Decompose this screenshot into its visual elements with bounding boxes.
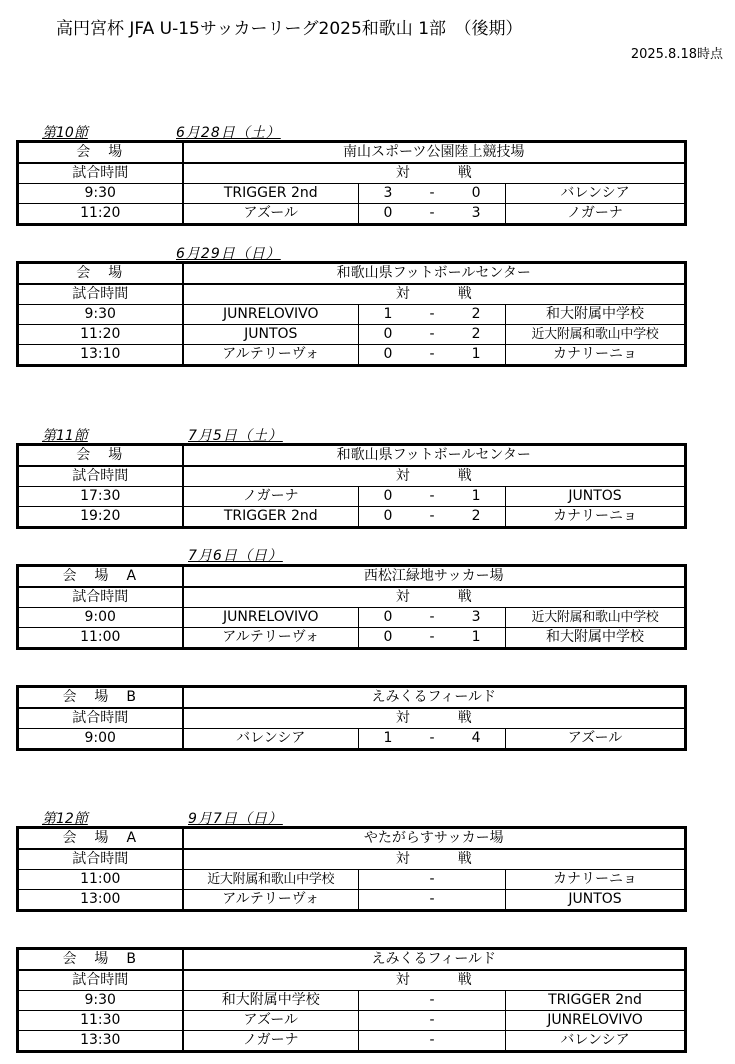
table-row: [18, 890, 686, 911]
match-time: 9:30: [18, 305, 183, 325]
taisen-header: 対 戦: [183, 849, 686, 870]
table-row: [18, 628, 686, 649]
table-row: [18, 507, 686, 528]
table-row: [18, 870, 686, 890]
score: -: [359, 890, 506, 911]
match-time: 9:30: [18, 991, 183, 1011]
score: 3 - 0: [359, 184, 506, 204]
home-team: TRIGGER 2nd: [183, 184, 359, 204]
away-team: 和大附属中学校: [506, 628, 686, 649]
section-label: 第10節: [42, 125, 88, 141]
schedule-table: [16, 261, 687, 367]
schedule-table: [16, 947, 687, 1053]
table-row: [18, 1011, 686, 1031]
away-team: カナリーニョ: [506, 507, 686, 528]
score: 0 - 2: [359, 325, 506, 345]
page-title: 高円宮杯 JFA U-15サッカーリーグ2025和歌山 1部 （後期）: [56, 19, 523, 39]
match-time: 9:30: [18, 184, 183, 204]
table-row: [18, 1031, 686, 1052]
away-team: JUNTOS: [506, 890, 686, 911]
match-time: 11:20: [18, 204, 183, 225]
home-team: アルテリーヴォ: [183, 345, 359, 366]
home-team: TRIGGER 2nd: [183, 507, 359, 528]
match-time: 13:30: [18, 1031, 183, 1052]
venue-name: えみくるフィールド: [183, 687, 686, 709]
home-team: JUNRELOVIVO: [183, 608, 359, 628]
away-team: アズール: [506, 729, 686, 750]
match-date: 7月6日（日）: [188, 548, 283, 564]
venue-label: 会 場 B: [18, 687, 183, 709]
time-label: 試合時間: [18, 587, 183, 608]
section-label: 第12節: [42, 811, 88, 827]
home-team: JUNRELOVIVO: [183, 305, 359, 325]
table-row: [18, 608, 686, 628]
match-date: 9月7日（日）: [188, 811, 283, 827]
match-time: 13:00: [18, 890, 183, 911]
score: 0 - 2: [359, 507, 506, 528]
home-team: 近大附属和歌山中学校: [183, 870, 359, 890]
home-team: ノガーナ: [183, 1031, 359, 1052]
away-team: JUNTOS: [506, 487, 686, 507]
score: 0 - 3: [359, 608, 506, 628]
venue-name: 西松江緑地サッカー場: [183, 566, 686, 588]
table-row: [18, 184, 686, 204]
away-team: TRIGGER 2nd: [506, 991, 686, 1011]
score: -: [359, 991, 506, 1011]
table-row: [18, 325, 686, 345]
time-label: 試合時間: [18, 163, 183, 184]
score: 0 - 3: [359, 204, 506, 225]
match-date: 6月28日（土）: [176, 125, 281, 141]
table-row: [18, 729, 686, 750]
taisen-header: 対 戦: [183, 708, 686, 729]
venue-label: 会 場 B: [18, 949, 183, 971]
match-time: 11:00: [18, 870, 183, 890]
venue-label: 会 場 A: [18, 566, 183, 588]
away-team: カナリーニョ: [506, 345, 686, 366]
away-team: 近大附属和歌山中学校: [506, 608, 686, 628]
venue-name: 南山スポーツ公園陸上競技場: [183, 142, 686, 164]
home-team: 和大附属中学校: [183, 991, 359, 1011]
taisen-header: 対 戦: [183, 970, 686, 991]
table-row: [18, 487, 686, 507]
away-team: ノガーナ: [506, 204, 686, 225]
home-team: アルテリーヴォ: [183, 628, 359, 649]
home-team: アルテリーヴォ: [183, 890, 359, 911]
match-time: 9:00: [18, 729, 183, 750]
venue-label: 会 場: [18, 142, 183, 164]
table-row: [18, 991, 686, 1011]
as-of-date: 2025.8.18時点: [630, 47, 723, 62]
score: 0 - 1: [359, 628, 506, 649]
taisen-header: 対 戦: [183, 284, 686, 305]
home-team: アズール: [183, 1011, 359, 1031]
away-team: バレンシア: [506, 1031, 686, 1052]
venue-label: 会 場: [18, 445, 183, 467]
away-team: JUNRELOVIVO: [506, 1011, 686, 1031]
score: 0 - 1: [359, 487, 506, 507]
match-date: 6月29日（日）: [176, 246, 281, 262]
match-time: 11:00: [18, 628, 183, 649]
taisen-header: 対 戦: [183, 466, 686, 487]
section-label: 第11節: [42, 428, 88, 444]
away-team: 和大附属中学校: [506, 305, 686, 325]
away-team: バレンシア: [506, 184, 686, 204]
time-label: 試合時間: [18, 970, 183, 991]
venue-label: 会 場 A: [18, 828, 183, 850]
time-label: 試合時間: [18, 284, 183, 305]
venue-name: やたがらすサッカー場: [183, 828, 686, 850]
venue-name: 和歌山県フットボールセンター: [183, 445, 686, 467]
venue-name: えみくるフィールド: [183, 949, 686, 971]
match-time: 11:30: [18, 1011, 183, 1031]
match-time: 17:30: [18, 487, 183, 507]
schedule-table: [16, 140, 687, 226]
table-row: [18, 305, 686, 325]
venue-label: 会 場: [18, 263, 183, 285]
time-label: 試合時間: [18, 849, 183, 870]
home-team: バレンシア: [183, 729, 359, 750]
venue-name: 和歌山県フットボールセンター: [183, 263, 686, 285]
match-time: 11:20: [18, 325, 183, 345]
match-time: 13:10: [18, 345, 183, 366]
time-label: 試合時間: [18, 708, 183, 729]
match-date: 7月5日（土）: [188, 428, 283, 444]
time-label: 試合時間: [18, 466, 183, 487]
match-time: 19:20: [18, 507, 183, 528]
home-team: JUNTOS: [183, 325, 359, 345]
schedule-table: [16, 564, 687, 650]
schedule-table: [16, 685, 687, 751]
away-team: 近大附属和歌山中学校: [506, 325, 686, 345]
home-team: ノガーナ: [183, 487, 359, 507]
table-row: [18, 345, 686, 366]
away-team: カナリーニョ: [506, 870, 686, 890]
score: -: [359, 870, 506, 890]
score: 0 - 1: [359, 345, 506, 366]
taisen-header: 対 戦: [183, 587, 686, 608]
match-time: 9:00: [18, 608, 183, 628]
schedule-table: [16, 443, 687, 529]
score: 1 - 4: [359, 729, 506, 750]
schedule-table: [16, 826, 687, 912]
home-team: アズール: [183, 204, 359, 225]
taisen-header: 対 戦: [183, 163, 686, 184]
score: 1 - 2: [359, 305, 506, 325]
score: -: [359, 1011, 506, 1031]
score: -: [359, 1031, 506, 1052]
table-row: [18, 204, 686, 225]
